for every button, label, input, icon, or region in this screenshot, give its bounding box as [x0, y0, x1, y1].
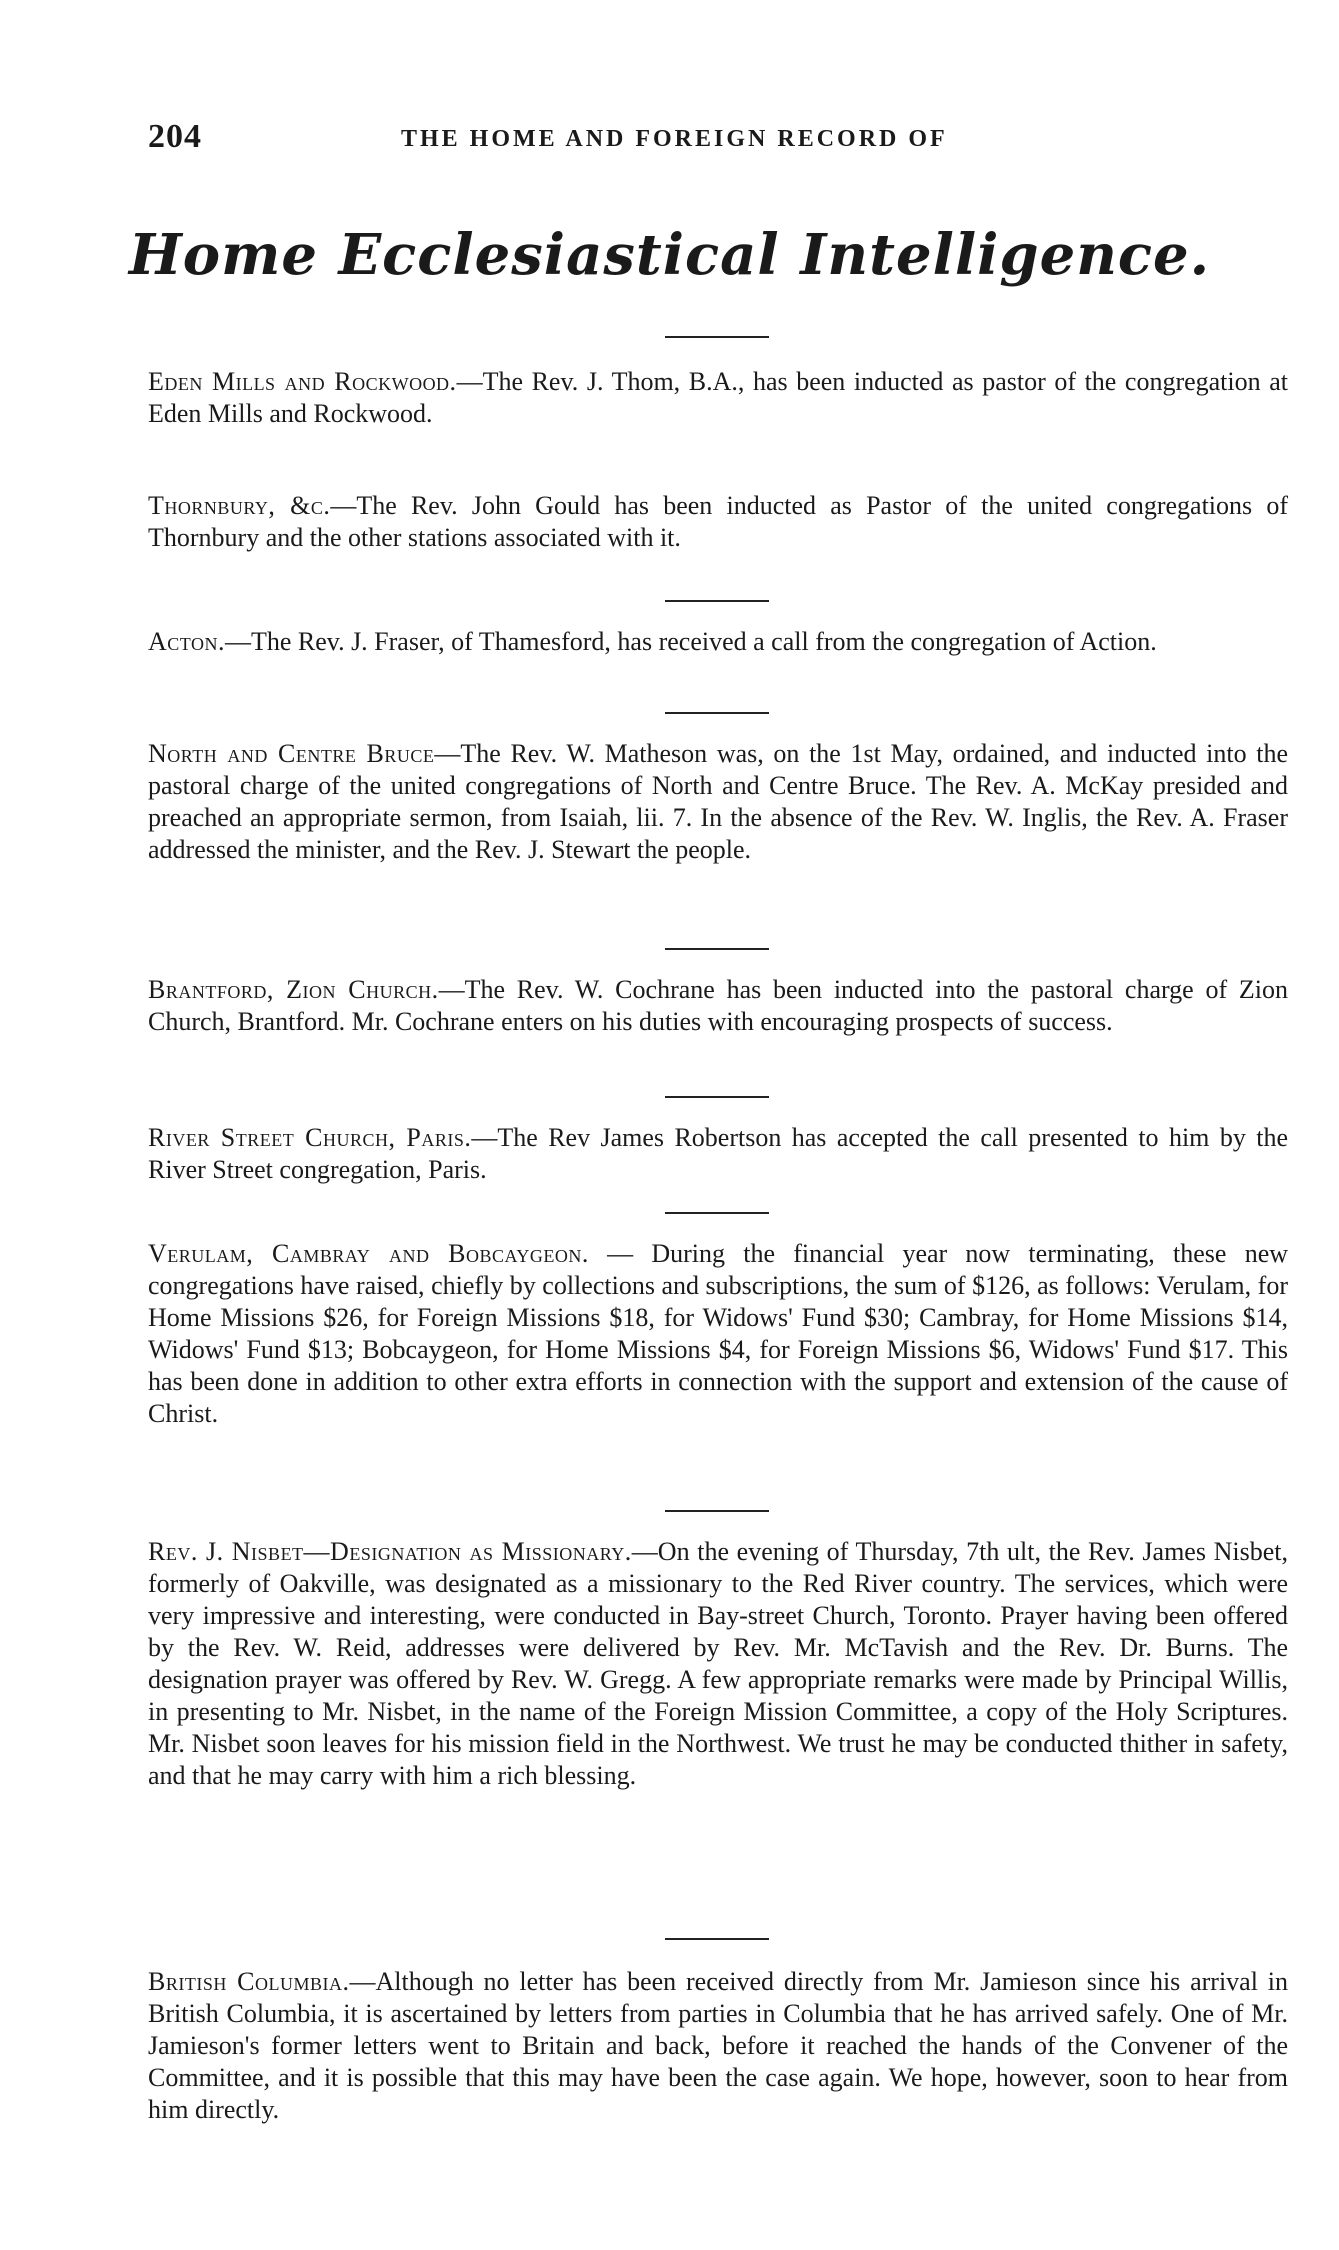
divider-rule: [665, 948, 769, 950]
article-acton: [148, 626, 1288, 658]
article-body: —On the evening of Thursday, 7th ult, the Rev. James Nisbet, formerly of Oakville, was designated as a missionary to the Red River country. The services, which were very impressive and interesting, were conducted in Bay-street Church, Toronto. Prayer having been offered by the Rev. W. Reid, addresses were delivered by Rev. Mr. McTavish and the Rev. Dr. Burns. The designation prayer was offered by Rev. W. Gregg. A few appropriate remarks were made by Principal Willis, in presenting to Mr. Nisbet, in the name of the Foreign Mission Committee, a copy of the Holy Scriptures. Mr. Nisbet soon leaves for his mission field in the Northwest. We trust he may be conducted thither in safety, and that he may carry with him a rich blessing.: [148, 1537, 1288, 1790]
divider-rule: [665, 1938, 769, 1940]
article-body: —The Rev. W. Cochrane has been inducted into the pastoral charge of Zion Church, Brantford. Mr. Cochrane enters on his duties with encouraging prospects of success.: [148, 975, 1288, 1036]
running-title: THE HOME AND FOREIGN RECORD OF: [401, 126, 948, 152]
article-heading: North and Centre Bruce: [148, 739, 435, 768]
article-body: — During the financial year now terminating, these new congregations have raised, chiefly by collections and subscriptions, the sum of $126, as follows: Verulam, for Home Missions $26, for Foreign Missions $18, for Widows' Fund $30; Cambray, for Home Missions $14, Widows' Fund $13; Bobcaygeon, for Home Missions $4, for Foreign Missions $6, Widows' Fund $17. This has been done in addition to other extra efforts in connection with the support and extension of the cause of Christ.: [148, 1239, 1289, 1428]
article-british-columbia: [148, 1966, 1288, 2126]
divider-rule: [665, 712, 769, 714]
divider-rule: [665, 1510, 769, 1512]
article-thornbury: [148, 490, 1288, 554]
article-body: —The Rev. J. Thom, B.A., has been inducted as pastor of the congregation at Eden Mills and Rockwood.: [148, 367, 1288, 428]
article-nisbet-designation: [148, 1536, 1288, 1792]
divider-rule: [665, 600, 769, 602]
article-body: —The Rev. John Gould has been inducted as Pastor of the united congregations of Thornbury and the other stations associated with it.: [148, 491, 1288, 552]
article-body: —The Rev. J. Fraser, of Thamesford, has received a call from the congregation of Action.: [224, 627, 1157, 656]
article-heading: British Columbia.: [148, 1967, 350, 1996]
article-heading: River Street Church, Paris.: [148, 1123, 472, 1152]
article-eden-mills: [148, 366, 1288, 430]
article-verulam-cambray-bobcaygeon: [148, 1238, 1288, 1430]
article-brantford: [148, 974, 1288, 1038]
article-heading: Acton.: [148, 627, 225, 656]
divider-rule: [665, 1212, 769, 1214]
section-title: Home Ecclesiastical Intelligence.: [128, 222, 1211, 288]
article-body: —The Rev. W. Matheson was, on the 1st May, ordained, and inducted into the pastoral charge of the united congregations of North and Centre Bruce. The Rev. A. McKay presided and preached an appropriate sermon, from Isaiah, lii. 7. In the absence of the Rev. W. Inglis, the Rev. A. Fraser addressed the minister, and the Rev. J. Stewart the people.: [148, 739, 1289, 864]
article-heading: Brantford, Zion Church.: [148, 975, 439, 1004]
article-heading: Rev. J. Nisbet—Designation as Missionary.: [148, 1537, 632, 1566]
article-body: —The Rev James Robertson has accepted the call presented to him by the River Street congregation, Paris.: [148, 1123, 1289, 1184]
article-heading: Verulam, Cambray and Bobcaygeon.: [148, 1239, 589, 1268]
divider-rule: [665, 336, 769, 338]
running-header: [148, 118, 1288, 158]
article-north-centre-bruce: [148, 738, 1288, 866]
article-body: —Although no letter has been received directly from Mr. Jamieson since his arrival in British Columbia, it is ascertained by letters from parties in Columbia that he has arrived safely. One of Mr. Jamieson's former letters went to Britain and back, before it reached the hands of the Convener of the Committee, and it is possible that this may have been the case again. We hope, however, soon to hear from him directly.: [148, 1967, 1288, 2124]
divider-rule: [665, 1096, 769, 1098]
article-heading: Eden Mills and Rockwood.: [148, 367, 457, 396]
article-heading: Thornbury, &c.: [148, 491, 331, 520]
article-river-street: [148, 1122, 1288, 1186]
page-number: 204: [148, 118, 202, 155]
